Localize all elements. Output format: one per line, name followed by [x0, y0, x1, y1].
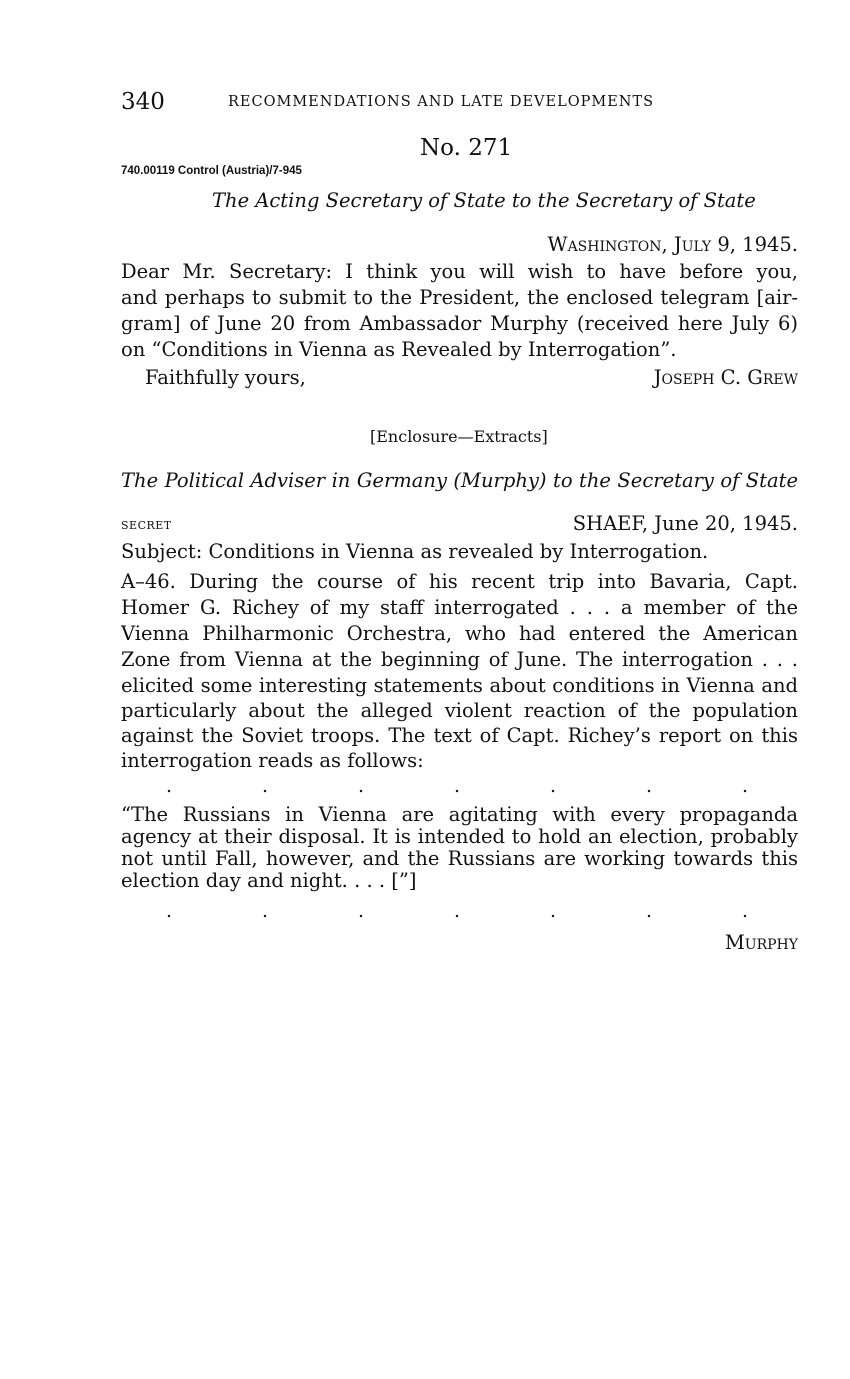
ellipsis-row: [121, 900, 798, 924]
quote-line: election day and night. . . . [”]: [121, 869, 417, 892]
letter-line: gram] of June 20 from Ambassador Murphy (received here July 6): [121, 312, 798, 335]
letter-line: on “Conditions in Vienna as Revealed by Interrogation”.: [121, 338, 677, 361]
enclosure-line: particularly about the alleged violent reaction of the population: [121, 699, 798, 722]
quote-line: “The Russians in Vienna are agitating with every propaganda: [121, 803, 798, 826]
ellipsis-dot: .: [166, 900, 173, 922]
quote-line: not until Fall, however, and the Russians are working towards this: [121, 847, 798, 870]
ellipsis-dot: .: [742, 900, 749, 922]
ellipsis-dot: .: [262, 775, 269, 797]
file-number: 740.00119 Control (Austria)/7-945: [121, 165, 302, 177]
letter-line: and perhaps to submit to the President, the enclosed telegram [air-: [121, 286, 798, 309]
enclosure-line: A–46. During the course of his recent trip into Bavaria, Capt.: [121, 570, 798, 593]
ellipsis-row: [121, 775, 798, 799]
ellipsis-dot: .: [166, 775, 173, 797]
ellipsis-dot: .: [358, 900, 365, 922]
running-head: RECOMMENDATIONS AND LATE DEVELOPMENTS: [228, 94, 655, 110]
enclosure-signature: Murphy: [724, 931, 798, 954]
ellipsis-dot: .: [550, 900, 557, 922]
letter-line: Dear Mr. Secretary: I think you will wish to have before you,: [121, 260, 798, 283]
ellipsis-dot: .: [454, 775, 461, 797]
dateline: Washington, July 9, 1945.: [547, 233, 798, 256]
enclosure-line: Homer G. Richey of my staff interrogated . . . a member of the: [121, 596, 798, 619]
ellipsis-dot: .: [742, 775, 749, 797]
enclosure-line: elicited some interesting statements about conditions in Vienna and: [121, 674, 798, 697]
document-number: No. 271: [420, 135, 513, 161]
document-title: The Acting Secretary of State to the Secretary of State: [212, 189, 756, 212]
ellipsis-dot: .: [646, 900, 653, 922]
ellipsis-dot: .: [646, 775, 653, 797]
subject-line: Subject: Conditions in Vienna as revealed by Interrogation.: [121, 540, 709, 563]
enclosure-line: Zone from Vienna at the beginning of June. The interrogation . . .: [121, 648, 798, 671]
page-number: 340: [121, 89, 165, 115]
enclosure-label: [Enclosure—Extracts]: [370, 427, 548, 446]
enclosure-title: The Political Adviser in Germany (Murphy) to the Secretary of State: [121, 469, 798, 492]
enclosure-line: against the Soviet troops. The text of Capt. Richey’s report on this: [121, 724, 798, 747]
closing: Faithfully yours,: [145, 366, 306, 389]
quote-line: agency at their disposal. It is intended to hold an election, probably: [121, 825, 798, 848]
ellipsis-dot: .: [358, 775, 365, 797]
enclosure-line: interrogation reads as follows:: [121, 749, 424, 772]
enclosure-dateline: SHAEF, June 20, 1945.: [572, 512, 798, 535]
ellipsis-dot: .: [262, 900, 269, 922]
signature: Joseph C. Grew: [653, 366, 798, 389]
enclosure-line: Vienna Philharmonic Orchestra, who had entered the American: [121, 622, 798, 645]
ellipsis-dot: .: [454, 900, 461, 922]
ellipsis-dot: .: [550, 775, 557, 797]
classification: secret: [121, 515, 172, 533]
